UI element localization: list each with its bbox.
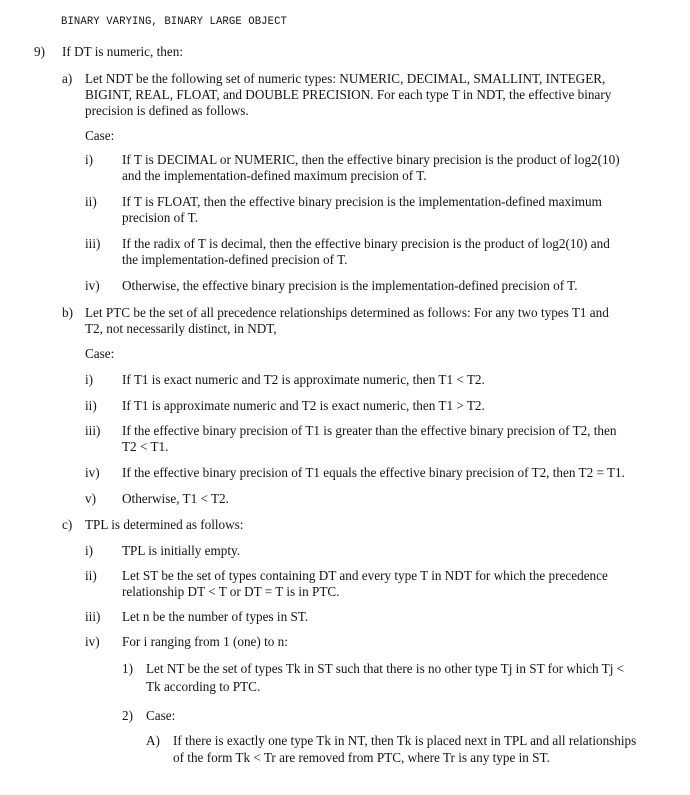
text-line: If DT is numeric, then: — [62, 44, 183, 59]
step-label: 1) — [122, 661, 133, 676]
text-line: Let n be the number of types in ST. — [122, 609, 309, 624]
text-line: TPL is determined as follows: — [85, 517, 244, 532]
text-line: relationship DT < T or DT = T is in PTC. — [122, 584, 340, 599]
text-line: Otherwise, T1 < T2. — [122, 491, 229, 506]
case-label: iv) — [85, 634, 100, 649]
text-line: and the implementation-defined maximum precision of T. — [122, 168, 427, 183]
case-label: Case: — [85, 128, 115, 143]
page-header: BINARY VARYING, BINARY LARGE OBJECT — [61, 16, 288, 28]
text-line: of the form Tk < Tr are removed from PTC, where Tr is any type in ST. — [173, 750, 550, 765]
case-label: i) — [85, 372, 94, 387]
case-label: ii) — [85, 398, 97, 413]
text-line: If the effective binary precision of T1 is greater than the effective binary precision of T2, then — [122, 423, 617, 438]
text-line: If T1 is exact numeric and T2 is approximate numeric, then T1 < T2. — [122, 372, 485, 387]
case-label: iii) — [85, 236, 101, 251]
item-b-label: b) — [62, 305, 73, 320]
text-line: For i ranging from 1 (one) to n: — [122, 634, 288, 649]
text-line: BIGINT, REAL, FLOAT, and DOUBLE PRECISION. For each type T in NDT, the effective binary — [85, 87, 612, 102]
case-label: iv) — [85, 278, 100, 293]
case-label: iii) — [85, 609, 101, 624]
text-line: Let NDT be the following set of numeric types: NUMERIC, DECIMAL, SMALLINT, INTEGER, — [85, 71, 606, 86]
text-line: If T is DECIMAL or NUMERIC, then the effective binary precision is the product of log2(10) — [122, 152, 620, 167]
text-line: If there is exactly one type Tk in NT, then Tk is placed next in TPL and all relationships — [173, 733, 637, 748]
case-label: v) — [85, 491, 96, 506]
text-line: precision of T. — [122, 210, 199, 225]
case-label: iii) — [85, 423, 101, 438]
text-line: Let PTC be the set of all precedence relationships determined as follows: For any two types T1 and — [85, 305, 609, 320]
text-line: the implementation-defined precision of T. — [122, 252, 348, 267]
text-line: If the effective binary precision of T1 equals the effective binary precision of T2, then T2 = T1. — [122, 465, 625, 480]
text-line: Tk according to PTC. — [146, 679, 261, 694]
case-label: ii) — [85, 568, 97, 583]
text-line: If the radix of T is decimal, then the effective binary precision is the product of log2(10) and — [122, 236, 610, 251]
text-line: Let ST be the set of types containing DT and every type T in NDT for which the precedence — [122, 568, 608, 583]
text-line: If T1 is approximate numeric and T2 is exact numeric, then T1 > T2. — [122, 398, 485, 413]
step-label: 2) — [122, 708, 133, 723]
text-line: TPL is initially empty. — [122, 543, 241, 558]
case-label: i) — [85, 543, 94, 558]
case-label: ii) — [85, 194, 97, 209]
item-a-label: a) — [62, 71, 73, 86]
text-line: If T is FLOAT, then the effective binary precision is the implementation-defined maximum — [122, 194, 602, 209]
case-label: Case: — [146, 708, 176, 723]
text-line: precision is defined as follows. — [85, 103, 249, 118]
item-9-label: 9) — [34, 44, 45, 59]
item-c-label: c) — [62, 517, 73, 532]
text-line: Otherwise, the effective binary precision is the implementation-defined precision of T. — [122, 278, 578, 293]
text-line: Let NT be the set of types Tk in ST such that there is no other type Tj in ST for which Tj < — [146, 661, 625, 676]
sub-case-label: A) — [146, 733, 160, 748]
case-label: i) — [85, 152, 94, 167]
text-line: T2, not necessarily distinct, in NDT, — [85, 321, 277, 336]
case-label: Case: — [85, 346, 115, 361]
case-label: iv) — [85, 465, 100, 480]
text-line: T2 < T1. — [122, 439, 169, 454]
